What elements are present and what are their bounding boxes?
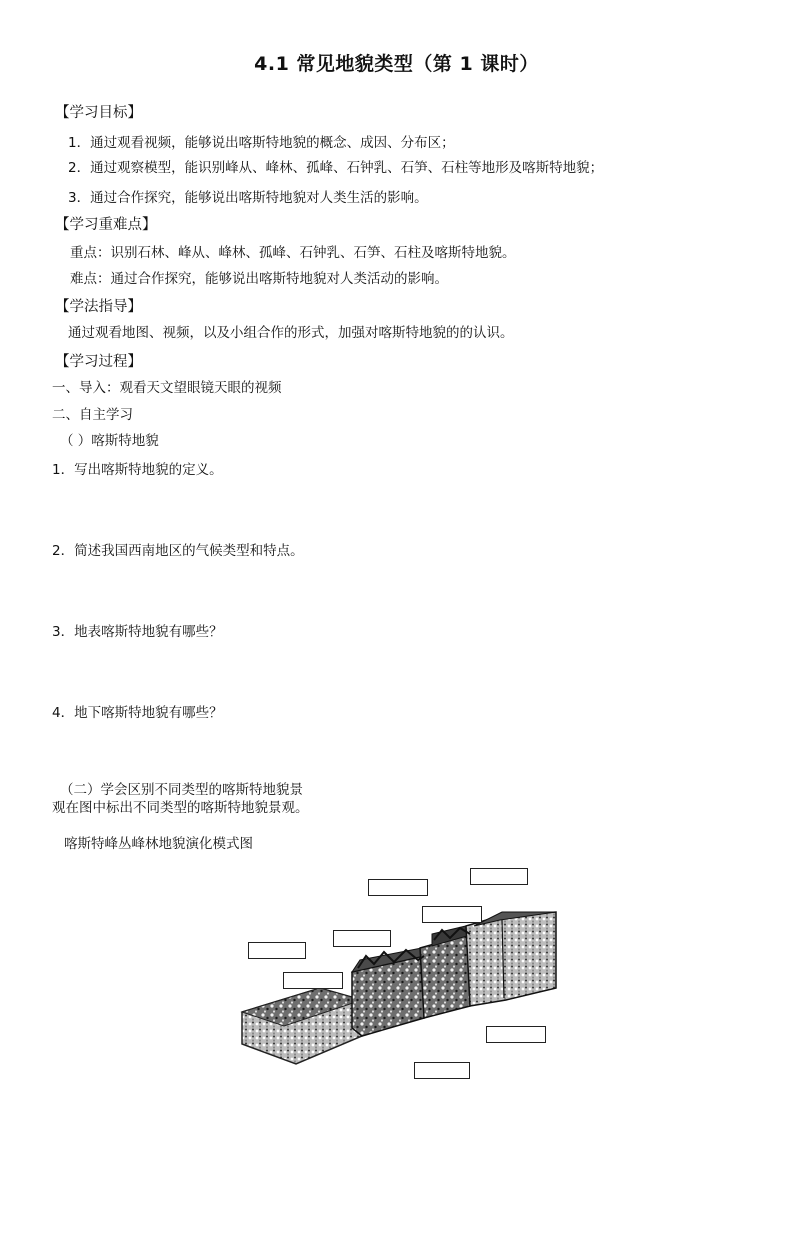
difficult-point: 难点：通过合作探究，能够说出喀斯特地貌对人类活动的影响。 bbox=[70, 271, 448, 287]
intro-line: 一、导入：观看天文望眼镜天眼的视频 bbox=[52, 380, 282, 396]
goal-item-3: 3．通过合作探究，能够说出喀斯特地貌对人类生活的影响。 bbox=[68, 190, 428, 206]
question-1: 1．写出喀斯特地貌的定义。 bbox=[52, 462, 223, 478]
answer-box-2[interactable] bbox=[470, 868, 528, 885]
method-heading: 【学法指导】 bbox=[55, 299, 142, 315]
part2-task: 观在图中标出不同类型的喀斯特地貌景观。 bbox=[52, 800, 309, 816]
part2-title: （二）学会区别不同类型的喀斯特地貌景 bbox=[60, 782, 303, 798]
question-2: 2．简述我国西南地区的气候类型和特点。 bbox=[52, 543, 304, 559]
process-heading: 【学习过程】 bbox=[55, 354, 142, 370]
answer-box-8[interactable] bbox=[414, 1062, 470, 1079]
question-4: 4．地下喀斯特地貌有哪些？ bbox=[52, 705, 223, 721]
question-3: 3．地表喀斯特地貌有哪些？ bbox=[52, 624, 223, 640]
answer-box-1[interactable] bbox=[368, 879, 428, 896]
answer-box-7[interactable] bbox=[486, 1026, 546, 1043]
part1-title: （ ）喀斯特地貌 bbox=[60, 433, 159, 449]
goals-heading: 【学习目标】 bbox=[55, 105, 142, 121]
answer-box-5[interactable] bbox=[248, 942, 306, 959]
page-title: 4.1 常见地貌类型（第 1 课时） bbox=[254, 53, 539, 75]
key-points-heading: 【学习重难点】 bbox=[55, 217, 157, 233]
goal-item-1: 1．通过观看视频，能够说出喀斯特地貌的概念、成因、分布区； bbox=[68, 135, 455, 151]
goal-item-2: 2．通过观察模型，能识别峰从、峰林、孤峰、石钟乳、石笋、石柱等地形及喀斯特地貌； bbox=[68, 160, 604, 176]
answer-box-6[interactable] bbox=[283, 972, 343, 989]
karst-evolution-diagram bbox=[234, 860, 560, 1082]
key-point: 重点：识别石林、峰从、峰林、孤峰、石钟乳、石笋、石柱及喀斯特地貌。 bbox=[70, 245, 516, 261]
answer-box-4[interactable] bbox=[333, 930, 391, 947]
answer-box-3[interactable] bbox=[422, 906, 482, 923]
method-text: 通过观看地图、视频，以及小组合作的形式，加强对喀斯特地貌的的认识。 bbox=[68, 325, 514, 341]
self-study-line: 二、自主学习 bbox=[52, 407, 133, 423]
figure-caption: 喀斯特峰丛峰林地貌演化模式图 bbox=[64, 836, 253, 852]
